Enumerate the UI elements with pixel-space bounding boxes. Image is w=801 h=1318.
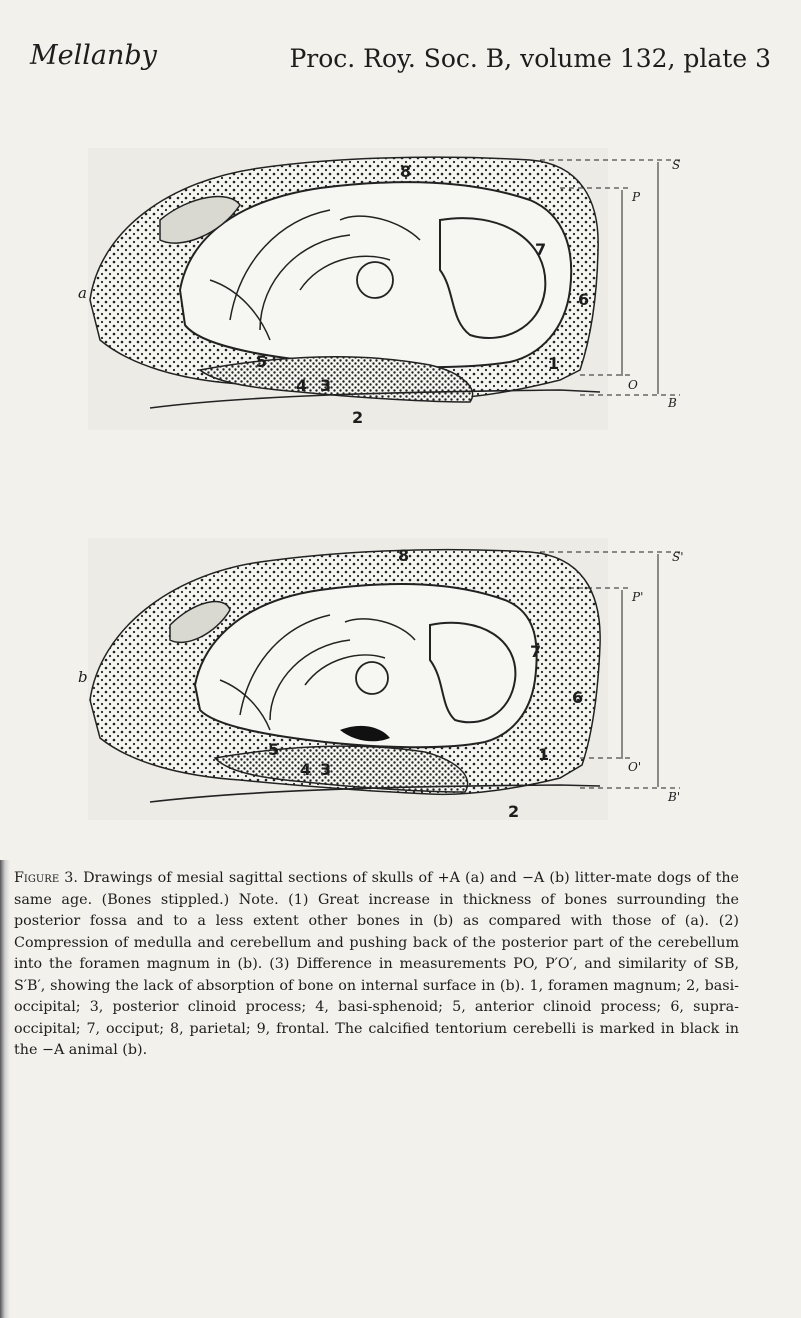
number-1: 1 [538, 745, 550, 764]
number-1: 1 [548, 354, 560, 373]
page-header [30, 40, 771, 80]
skull-section-b [0, 530, 801, 830]
caption-text: Drawings of mesial sagittal sections of skulls of +A (a) and −A (b) litter-mate dogs of the same age. (Bones stippled.) Note. (1) Great increase in thickness of bones surrounding the posterior fossa and to a less extent other bones in (b) as compared with those of (a). (2) Compression of medulla and cerebellum and pushing back of the posterior part of the cerebellum into the foramen magnum in (b). (3) Difference in measurements PO, P′O′, and similarity of SB, S′B′, showing the lack of absorption of bone on internal surface in (b). 1, foramen magnum; 2, basi-occipital; 3, posterior clinoid process; 4, basi-sphenoid; 5, anterior clinoid process; 6, supra-occipital; 7, occiput; 8, parietal; 9, frontal. The calcified tentorium cerebelli is marked in black in the −A animal (b). [14, 870, 739, 1058]
number-5: 5 [256, 352, 268, 371]
label-s-prime: S' [672, 550, 684, 564]
number-4: 4 [296, 376, 308, 395]
number-5: 5 [268, 740, 280, 759]
number-7: 7 [530, 642, 542, 661]
number-8: 8 [398, 546, 410, 565]
number-6: 6 [578, 290, 590, 309]
number-3: 3 [320, 760, 332, 779]
figure-a [0, 140, 801, 440]
label-p-prime: P' [632, 590, 644, 604]
number-2: 2 [352, 408, 364, 427]
author-name: Mellanby [30, 40, 157, 71]
number-6: 6 [572, 688, 584, 707]
label-o-prime: O' [628, 760, 642, 774]
label-b-prime: B' [668, 790, 681, 804]
journal-reference: Proc. Roy. Soc. B, volume 132, plate 3 [289, 44, 771, 73]
page-edge-shadow [0, 860, 10, 1318]
figure-caption [14, 868, 739, 1062]
number-7: 7 [535, 240, 547, 259]
caption-lead: Figure 3. [14, 870, 78, 886]
label-b: B [668, 396, 677, 410]
number-8: 8 [400, 162, 412, 181]
label-s: S [672, 158, 681, 172]
panel-label-a: a [78, 284, 87, 302]
number-2: 2 [508, 802, 520, 821]
figure-b [0, 530, 801, 830]
skull-section-a [0, 140, 801, 440]
number-4: 4 [300, 760, 312, 779]
label-p: P [632, 190, 641, 204]
panel-label-b: b [78, 668, 88, 686]
number-3: 3 [320, 376, 332, 395]
label-o: O [628, 378, 638, 392]
